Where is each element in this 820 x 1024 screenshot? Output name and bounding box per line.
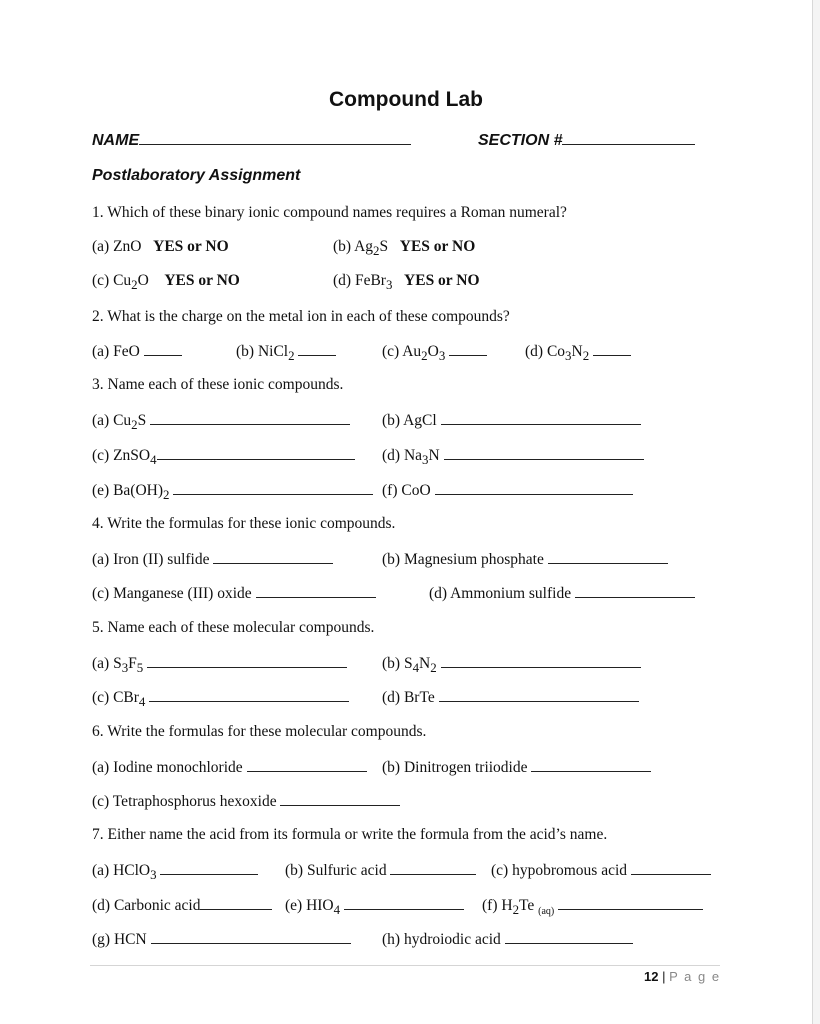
yes-no-choice[interactable]: YES or NO bbox=[404, 272, 480, 289]
q7-g: (g) HCN bbox=[92, 930, 351, 949]
q1-a: (a) ZnO YES or NO bbox=[92, 238, 229, 255]
q2-d: (d) $Co_3N_2$ bbox=[525, 342, 631, 364]
yes-no-choice[interactable]: YES or NO bbox=[153, 238, 229, 255]
answer-blank[interactable] bbox=[160, 861, 258, 875]
answer-blank[interactable] bbox=[298, 342, 336, 356]
q1-c: (c) $Cu_2O$ YES or NO bbox=[92, 272, 240, 293]
answer-blank[interactable] bbox=[435, 481, 633, 495]
answer-blank[interactable] bbox=[247, 758, 367, 772]
answer-blank[interactable] bbox=[531, 758, 651, 772]
section-blank[interactable] bbox=[562, 131, 695, 145]
answer-blank[interactable] bbox=[548, 550, 668, 564]
q2-a: (a) FeO bbox=[92, 342, 182, 361]
q6-b: (b) Dinitrogen triiodide bbox=[382, 758, 651, 777]
answer-blank[interactable] bbox=[147, 654, 347, 668]
answer-blank[interactable] bbox=[151, 930, 351, 944]
answer-blank[interactable] bbox=[344, 896, 464, 910]
q4-text: 4. Write the formulas for these ionic compounds. bbox=[92, 515, 396, 532]
page-footer bbox=[644, 969, 721, 984]
subtitle: Postlaboratory Assignment bbox=[92, 167, 301, 184]
q4-d: (d) Ammonium sulfide bbox=[429, 584, 695, 603]
answer-blank[interactable] bbox=[439, 688, 639, 702]
q7-d: (d) Carbonic acid bbox=[92, 896, 272, 915]
q7-b: (b) Sulfuric acid bbox=[285, 861, 476, 880]
q2-b: (b) NiCl$_2$ bbox=[236, 342, 336, 364]
answer-blank[interactable] bbox=[157, 446, 355, 460]
section-field bbox=[478, 131, 695, 150]
q1-text: 1. Which of these binary ionic compound names requires a Roman numeral? bbox=[92, 204, 567, 221]
q5-d: (d) BrTe bbox=[382, 688, 639, 707]
q3-d: (d) $Na_3N$ bbox=[382, 446, 644, 468]
answer-blank[interactable] bbox=[441, 411, 641, 425]
answer-blank[interactable] bbox=[593, 342, 631, 356]
q3-b: (b) AgCl bbox=[382, 411, 641, 430]
q3-e: (e) $Ba(OH)_2$ bbox=[92, 481, 373, 503]
footer-divider bbox=[90, 965, 720, 966]
page-word: P a g e bbox=[669, 969, 721, 984]
page-number: 12 bbox=[644, 969, 659, 984]
q5-b: (b) $S_4N_2$ bbox=[382, 654, 641, 676]
name-field bbox=[92, 131, 411, 150]
name-blank[interactable] bbox=[139, 131, 411, 145]
answer-blank[interactable] bbox=[173, 481, 373, 495]
answer-blank[interactable] bbox=[505, 930, 633, 944]
answer-blank[interactable] bbox=[441, 654, 641, 668]
q4-c: (c) Manganese (III) oxide bbox=[92, 584, 376, 603]
section-label: SECTION # bbox=[478, 132, 563, 149]
q3-c: (c) ZnSO$_4$ bbox=[92, 446, 355, 468]
q3-a: (a) $Cu_2S$ bbox=[92, 411, 350, 433]
q5-c: (c) CBr$_4$ bbox=[92, 688, 349, 710]
answer-blank[interactable] bbox=[280, 792, 400, 806]
yes-no-choice[interactable]: YES or NO bbox=[164, 272, 240, 289]
answer-blank[interactable] bbox=[449, 342, 487, 356]
answer-blank[interactable] bbox=[213, 550, 333, 564]
yes-no-choice[interactable]: YES or NO bbox=[399, 238, 476, 255]
q7-e: (e) $HIO_4$ bbox=[285, 896, 464, 918]
q4-b: (b) Magnesium phosphate bbox=[382, 550, 668, 569]
q4-a: (a) Iron (II) sulfide bbox=[92, 550, 333, 569]
q6-c: (c) Tetraphosphorus hexoxide bbox=[92, 792, 400, 811]
q2-c: (c) $Au_2O_3$ bbox=[382, 342, 487, 364]
q3-text: 3. Name each of these ionic compounds. bbox=[92, 376, 344, 393]
q6-a: (a) Iodine monochloride bbox=[92, 758, 367, 777]
q7-a: (a) HClO$_3$ bbox=[92, 861, 258, 883]
q3-f: (f) CoO bbox=[382, 481, 633, 500]
answer-blank[interactable] bbox=[200, 896, 272, 910]
q1-d: (d) FeBr$_3$ YES or NO bbox=[333, 272, 480, 293]
answer-blank[interactable] bbox=[256, 584, 376, 598]
q7-f: (f) $H_2Te$ $_{(aq)}$ bbox=[482, 896, 703, 918]
footer-separator: | bbox=[662, 969, 666, 984]
q2-text: 2. What is the charge on the metal ion in each of these compounds? bbox=[92, 308, 510, 325]
q5-text: 5. Name each of these molecular compounds. bbox=[92, 619, 375, 636]
answer-blank[interactable] bbox=[558, 896, 703, 910]
answer-blank[interactable] bbox=[390, 861, 476, 875]
answer-blank[interactable] bbox=[575, 584, 695, 598]
q7-c: (c) hypobromous acid bbox=[491, 861, 711, 880]
q6-text: 6. Write the formulas for these molecular compounds. bbox=[92, 723, 427, 740]
q5-a: (a) $S_3F_5$ bbox=[92, 654, 347, 676]
page-title: Compound Lab bbox=[329, 88, 483, 111]
q7-h: (h) hydroiodic acid bbox=[382, 930, 633, 949]
answer-blank[interactable] bbox=[150, 411, 350, 425]
q7-text: 7. Either name the acid from its formula or write the formula from the acid’s name. bbox=[92, 826, 608, 843]
name-label: NAME bbox=[92, 132, 140, 149]
q1-b: (b) $Ag_2S$ YES or NO bbox=[333, 238, 476, 259]
answer-blank[interactable] bbox=[149, 688, 349, 702]
answer-blank[interactable] bbox=[631, 861, 711, 875]
answer-blank[interactable] bbox=[444, 446, 644, 460]
answer-blank[interactable] bbox=[144, 342, 182, 356]
